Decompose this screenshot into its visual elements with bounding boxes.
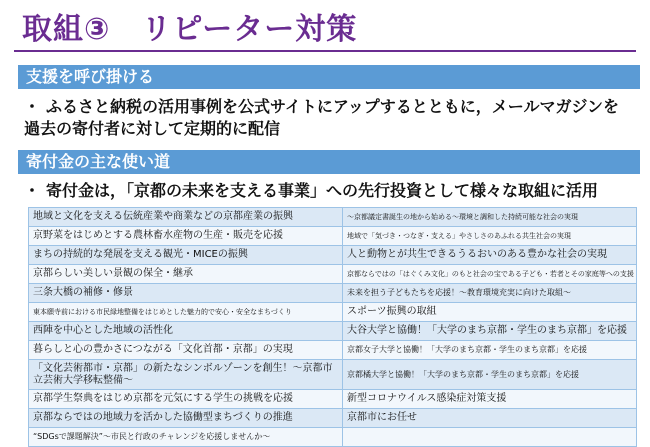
table-row	[29, 360, 637, 390]
table-cell: 京都学生祭典をはじめ京都を元気にする学生の挑戦を応援	[29, 390, 343, 409]
table-cell	[343, 428, 637, 447]
section1-bullet	[24, 96, 619, 117]
table-row	[29, 265, 637, 284]
table-cell: まちの持続的な発展を支える観光・MICEの振興	[29, 246, 343, 265]
table-row	[29, 208, 637, 227]
section-heading-usage: 寄付金の主な使い道	[18, 150, 640, 174]
table-cell: 京都ならではの地域力を活かした協働型まちづくりの推進	[29, 409, 343, 428]
table-cell: 三条大橋の補修・修景	[29, 284, 343, 303]
table-cell: 未来を担う子どもたちを応援！～教育環境充実に向けた取組～	[343, 284, 637, 303]
table-cell: 大谷大学と協働！「大学のまち京都・学生のまち京都」を応援	[343, 322, 637, 341]
section2-bullet	[24, 180, 598, 201]
table-cell: 京都らしい美しい景観の保全・継承	[29, 265, 343, 284]
table-row	[29, 428, 637, 447]
usage-table	[28, 207, 636, 440]
table-cell: 京野菜をはじめとする農林畜水産物の生産・販売を応援	[29, 227, 343, 246]
table-cell: 地域と文化を支える伝統産業や商業などの京都産業の振興	[29, 208, 343, 227]
table-row	[29, 246, 637, 265]
table-cell: “SDGsで課題解決”～市民と行政のチャレンジを応援しませんか～	[29, 428, 343, 447]
table-cell: 西陣を中心とした地域の活性化	[29, 322, 343, 341]
table-cell: ～京都議定書誕生の地から始める～環境と調和した持続可能な社会の実現	[343, 208, 637, 227]
table-cell: 新型コロナウイルス感染症対策支援	[343, 390, 637, 409]
table-row	[29, 390, 637, 409]
table-cell: 京都橘大学と協働！「大学のまち京都・学生のまち京都」を応援	[343, 360, 637, 390]
table-row	[29, 303, 637, 322]
table-row	[29, 341, 637, 360]
table-cell: 「文化芸術都市・京都」の新たなシンボルゾーンを創生！～京都市立芸術大学移転整備～	[29, 360, 343, 390]
section2-text: 寄付金は，「京都の未来を支える事業」への先行投資として様々な取組に活用	[46, 181, 599, 200]
table-row	[29, 284, 637, 303]
usage-table-grid	[28, 207, 637, 447]
section1-text-line1: ふるさと納税の活用事例を公式サイトにアップするとともに，メールマガジンを	[46, 97, 620, 116]
table-row	[29, 409, 637, 428]
section-heading-support: 支援を呼び掛ける	[18, 65, 640, 89]
bullet-mark: ・	[24, 181, 41, 200]
table-row	[29, 227, 637, 246]
section1-text-line2: 過去の寄付者に対して定期的に配信	[24, 119, 281, 138]
table-cell: 地域で「気づき・つなぎ・支える」やさしさのあふれる共生社会の実現	[343, 227, 637, 246]
table-cell: 京都市にお任せ	[343, 409, 637, 428]
table-cell: 京都女子大学と協働！「大学のまち京都・学生のまち京都」を応援	[343, 341, 637, 360]
bullet-mark: ・	[24, 97, 41, 116]
table-cell: 東本願寺前における市民緑地整備をはじめとした魅力的で安心・安全なまちづくり	[29, 303, 343, 322]
page-title: 取組③ リピーター対策	[22, 12, 358, 47]
table-row	[29, 322, 637, 341]
table-cell: 人と動物とが共生できるうるおいのある豊かな社会の実現	[343, 246, 637, 265]
table-cell: スポーツ振興の取組	[343, 303, 637, 322]
table-cell: 京都ならではの「はぐくみ文化」のもと社会の宝である子ども・若者とその家庭等への支援	[343, 265, 637, 284]
table-cell: 暮らしと心の豊かさにつながる「文化首都・京都」の実現	[29, 341, 343, 360]
title-underline	[14, 50, 636, 52]
